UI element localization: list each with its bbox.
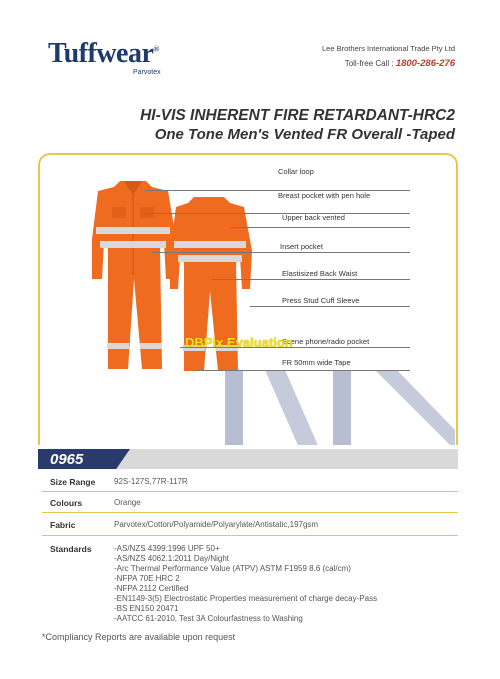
brand-registered-mark: ® — [153, 44, 159, 54]
compliancy-footnote: *Compliancy Reports are available upon request — [42, 632, 236, 642]
spec-label: Standards — [50, 544, 92, 554]
title-line-2: One Tone Men's Vented FR Overall -Taped — [154, 126, 455, 143]
spec-row-colours — [42, 492, 458, 513]
decorative-background-letters — [225, 370, 455, 445]
callout-press-stud-cuff: Press Stud Cuff Sleeve — [282, 296, 360, 305]
company-info — [322, 44, 455, 69]
brand-name: Tuffwear — [48, 38, 154, 69]
callout-line-elastisized-back-waist — [212, 279, 410, 280]
callout-line-breast-pocket — [145, 213, 410, 214]
callout-elastisized-back-waist: Elastisized Back Waist — [282, 269, 358, 278]
spec-value: 92S-127S,77R-117R — [114, 477, 188, 486]
spec-label: Fabric — [50, 520, 76, 530]
phone-number: 1800-286-276 — [395, 58, 455, 69]
spec-row-size-range — [42, 471, 458, 492]
callout-breast-pocket: Breast pocket with pen hole — [278, 191, 371, 200]
brand-logo — [48, 38, 161, 76]
callout-line-fr-tape — [195, 370, 410, 371]
callout-insert-pocket: Insert pocket — [280, 242, 323, 251]
product-title — [140, 106, 455, 144]
spec-value: Orange — [114, 498, 141, 507]
standard-item: -NFPA 70E HRC 2 — [114, 574, 180, 583]
brand-subtitle: Parvotex — [133, 69, 161, 76]
product-code: 0965 — [50, 451, 84, 468]
spec-table — [42, 471, 458, 626]
callout-collar-loop: Collar loop — [278, 167, 314, 176]
standard-item: -AS/NZS 4062.1:2011 Day/Night — [114, 554, 230, 563]
callout-line-upper-back-vented — [230, 227, 410, 228]
standard-item: -Arc Thermal Performance Value (ATPV) ASTM F1959 8.6 (cal/cm) — [114, 564, 351, 573]
callout-phone-radio-pocket: Scene phone/radio pocket — [282, 337, 370, 346]
company-name: Lee Brothers International Trade Pty Ltd — [322, 44, 455, 53]
phone-label: Toll-free Call : — [344, 59, 396, 68]
product-image-panel — [38, 153, 458, 445]
standard-item: -NFPA 2112 Certified — [114, 584, 189, 593]
product-code-bar — [38, 449, 458, 469]
callout-upper-back-vented: Upper back vented — [282, 213, 345, 222]
spec-value: Parvotex/Cotton/Polyamide/Polyarylate/Antistatic,197gsm — [114, 520, 319, 529]
title-line-1: HI-VIS INHERENT FIRE RETARDANT-HRC2 — [140, 107, 455, 124]
callout-fr-tape: FR 50mm wide Tape — [282, 358, 351, 367]
spec-label: Colours — [50, 498, 83, 508]
standard-item: -BS EN150 20471 — [114, 604, 179, 613]
callout-line-press-stud-cuff — [250, 306, 410, 307]
callout-line-insert-pocket — [152, 252, 410, 253]
watermark: DBPix Evaluation — [185, 335, 293, 350]
phone-line — [322, 58, 455, 69]
coverall-front-image — [88, 179, 178, 379]
spec-row-standards — [42, 536, 458, 626]
spec-label: Size Range — [50, 477, 96, 487]
standard-item: -EN1149-3(5) Electrostatic Properties measurement of charge decay-Pass — [114, 594, 378, 603]
spec-row-fabric — [42, 513, 458, 536]
standard-item: -AS/NZS 4399:1996 UPF 50+ — [114, 544, 220, 553]
standard-item: -AATCC 61-2010, Test 3A Colourfastness to Washing — [114, 614, 303, 623]
